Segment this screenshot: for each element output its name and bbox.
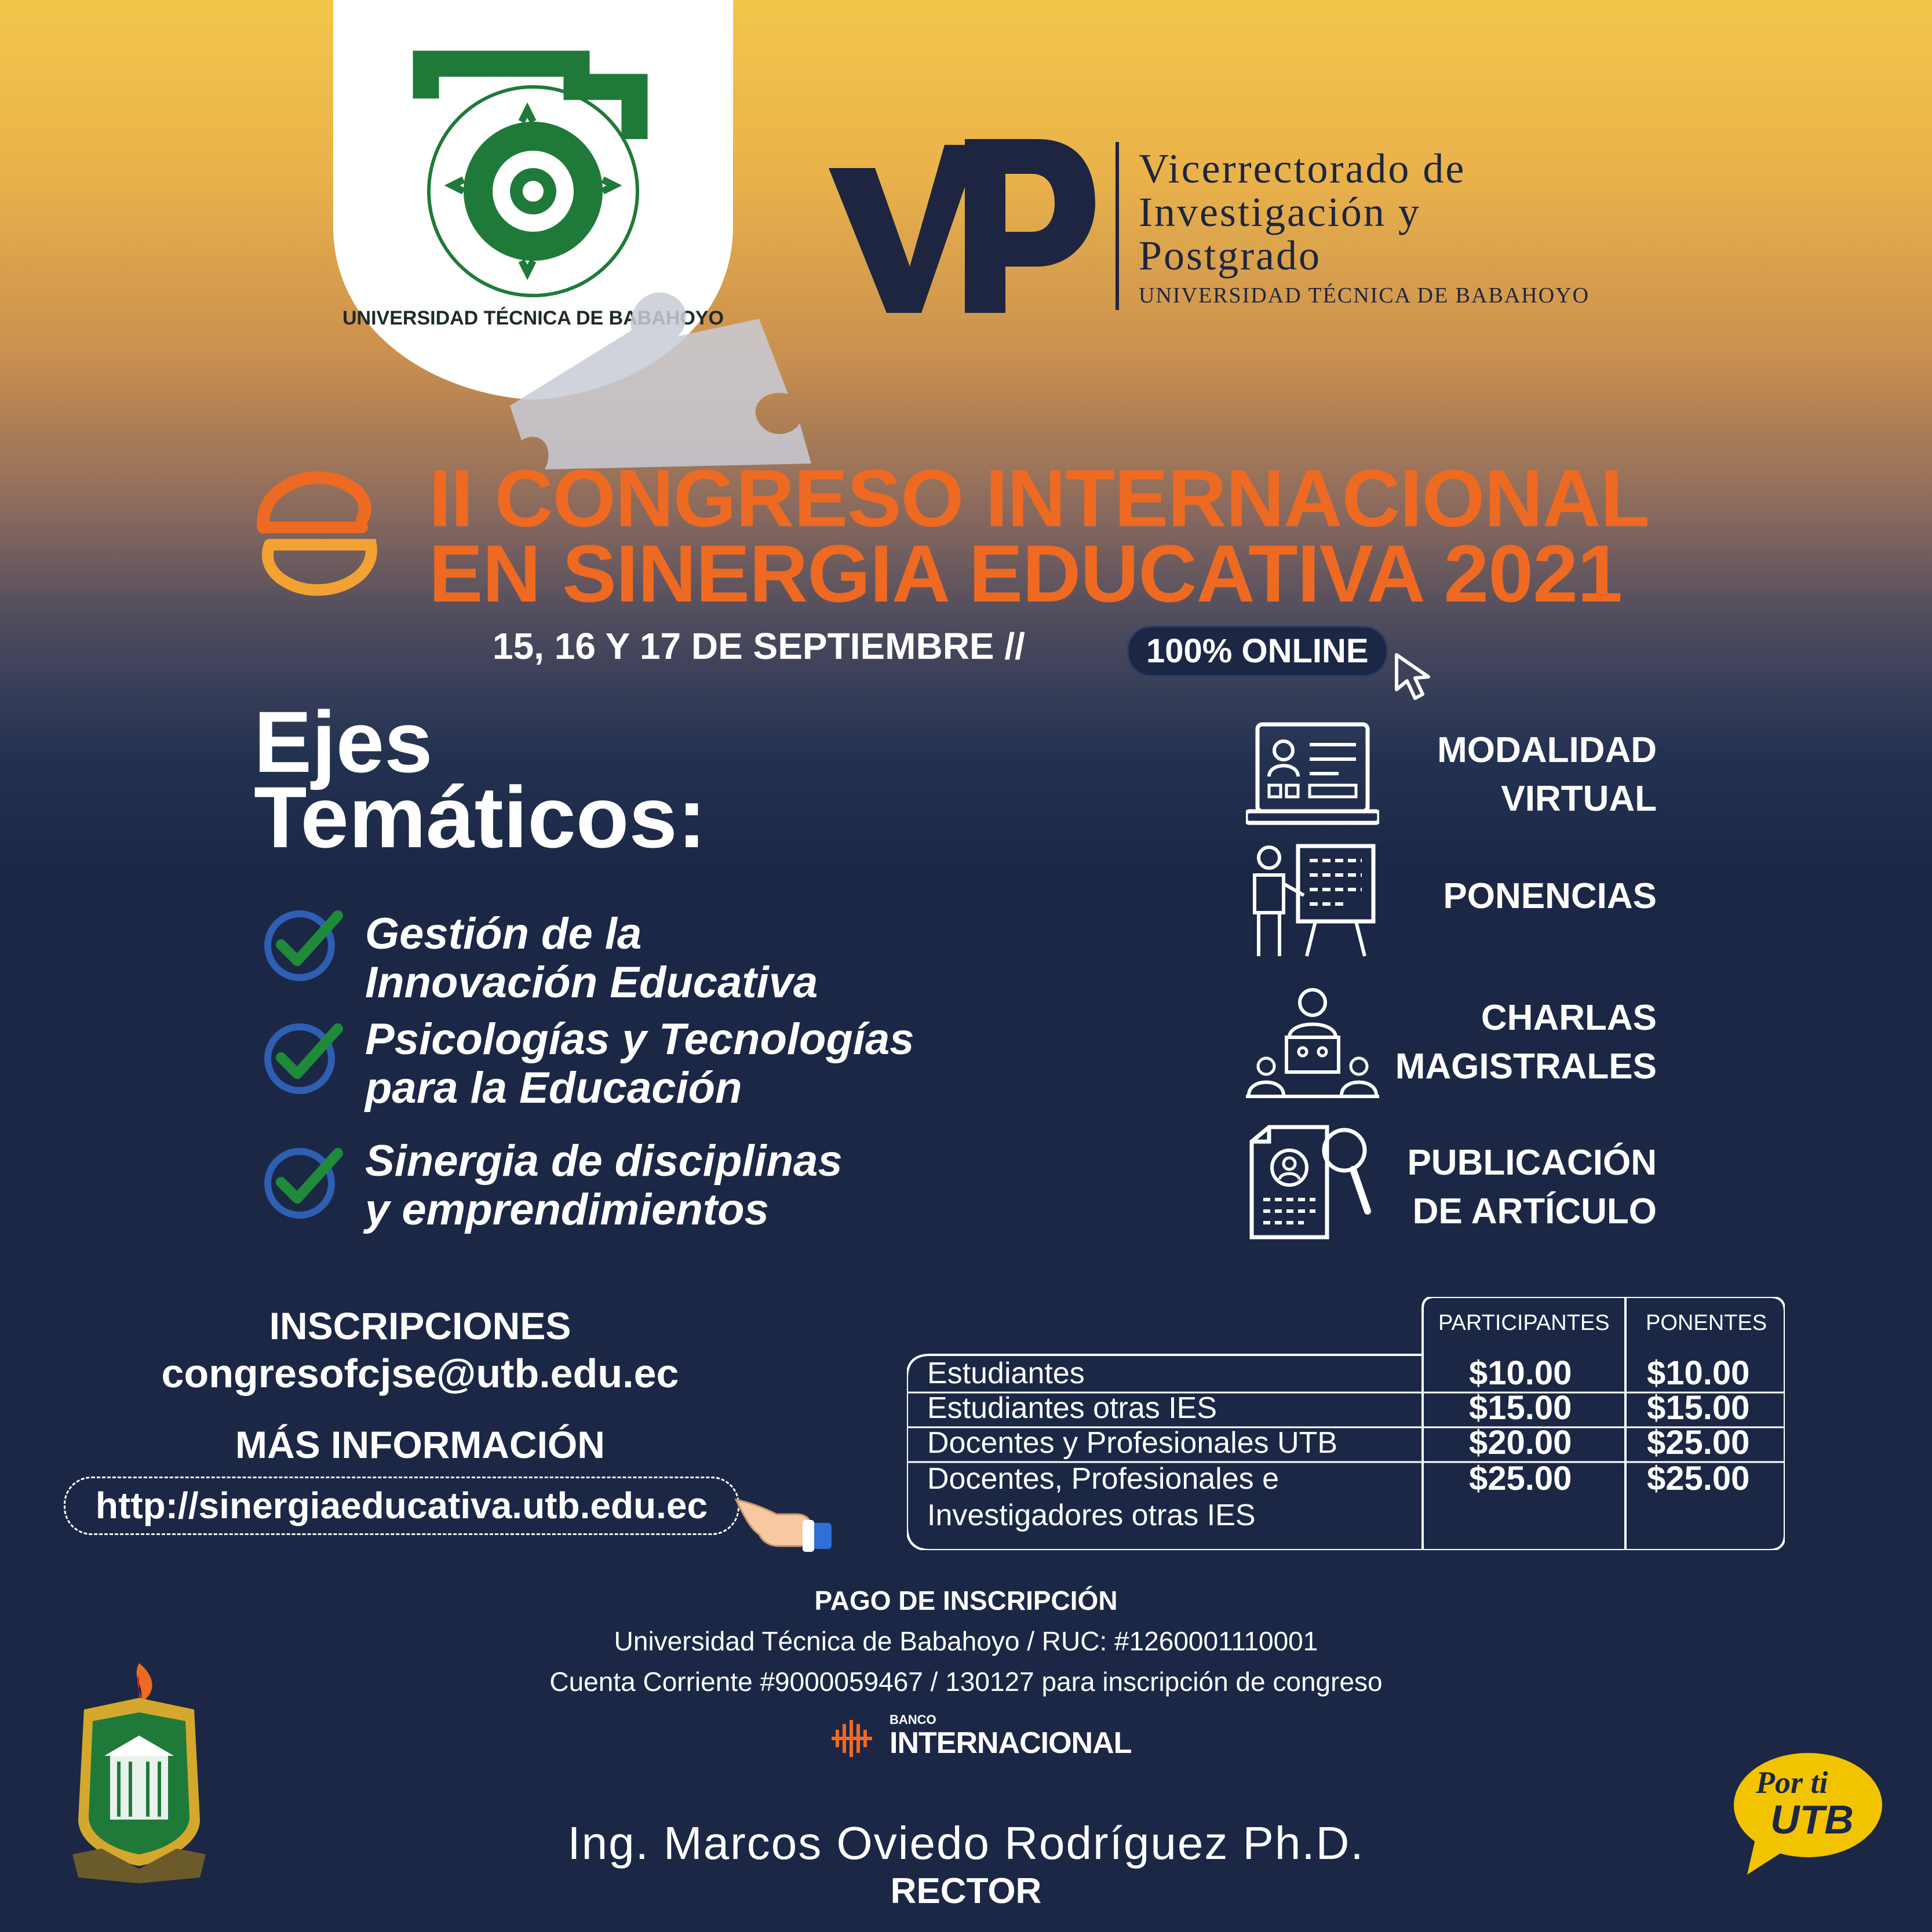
table-row-3-ponentes: $25.00 bbox=[1647, 1424, 1750, 1461]
modality-charlas bbox=[1395, 994, 1657, 1091]
check-icon bbox=[264, 1142, 345, 1223]
rector-title: RECTOR bbox=[890, 1871, 1042, 1911]
eje-item-1 bbox=[365, 910, 818, 1007]
table-row-2-participantes: $15.00 bbox=[1469, 1389, 1572, 1427]
bank-small-label: BANCO bbox=[890, 1712, 936, 1727]
pago-line-1: Universidad Técnica de Babahoyo / RUC: #1260001110001 bbox=[614, 1626, 1318, 1656]
bank-name: INTERNACIONAL bbox=[890, 1726, 1132, 1760]
table-row-1-ponentes: $10.00 bbox=[1647, 1354, 1750, 1392]
vip-divider bbox=[1116, 142, 1119, 310]
check-icon bbox=[264, 1017, 345, 1098]
laptop-icon bbox=[1246, 719, 1379, 834]
eje-item-1-line1: Gestión de la bbox=[365, 909, 642, 958]
cursor-icon bbox=[1391, 649, 1443, 701]
ejes-heading-2: Temáticos: bbox=[254, 768, 706, 866]
eje-item-2-line2: para la Educación bbox=[365, 1063, 742, 1113]
modality-virtual bbox=[1437, 726, 1657, 823]
eje-item-3 bbox=[365, 1137, 843, 1234]
table-row-4-ponentes: $25.00 bbox=[1647, 1460, 1750, 1497]
vip-line-1: Vicerrectorado de bbox=[1139, 145, 1466, 192]
modality-publicacion bbox=[1407, 1139, 1657, 1236]
sinergia-logo-icon bbox=[246, 464, 385, 597]
puzzle-piece-icon bbox=[487, 278, 811, 469]
table-header-ponentes: PONENTES bbox=[1646, 1311, 1767, 1335]
ejes-heading-1: Ejes bbox=[254, 693, 433, 790]
modality-virtual-line1: MODALIDAD bbox=[1437, 730, 1657, 770]
modality-ponencias bbox=[1443, 872, 1657, 921]
pago-line-2: Cuenta Corriente #9000059467 / 130127 para inscripción de congreso bbox=[549, 1667, 1383, 1697]
pago-label: PAGO DE INSCRIPCIÓN bbox=[814, 1585, 1118, 1616]
eje-item-1-line2: Innovación Educativa bbox=[365, 958, 818, 1007]
mas-informacion-label: MÁS INFORMACIÓN bbox=[235, 1423, 605, 1466]
event-dates: 15, 16 Y 17 DE SEPTIEMBRE // bbox=[493, 625, 1025, 667]
check-icon bbox=[264, 904, 345, 985]
por-ti-text: Por ti bbox=[1756, 1765, 1828, 1800]
table-row-4-label: Docentes, Profesionales e bbox=[927, 1462, 1280, 1496]
table-header-participantes: PARTICIPANTES bbox=[1438, 1311, 1610, 1335]
table-row-3-label: Docentes y Profesionales UTB bbox=[927, 1426, 1338, 1460]
rector-name: Ing. Marcos Oviedo Rodríguez Ph.D. bbox=[567, 1817, 1365, 1869]
lecture-icon bbox=[1246, 985, 1379, 1101]
vip-logo bbox=[829, 133, 1095, 319]
bank-logo-icon bbox=[826, 1715, 878, 1762]
modality-charlas-line2: MAGISTRALES bbox=[1395, 1047, 1657, 1087]
eje-item-2-line1: Psicologías y Tecnologías bbox=[365, 1015, 914, 1064]
vip-subtitle: UNIVERSIDAD TÉCNICA DE BABAHOYO bbox=[1139, 283, 1590, 308]
inscripciones-label: INSCRIPCIONES bbox=[269, 1304, 571, 1347]
presenter-icon bbox=[1246, 843, 1379, 959]
eje-item-2 bbox=[365, 1015, 914, 1113]
table-row-4-participantes: $25.00 bbox=[1469, 1460, 1572, 1497]
modality-publicacion-line1: PUBLICACIÓN bbox=[1407, 1143, 1657, 1183]
inscripciones-email[interactable]: congresofcjse@utb.edu.ec bbox=[161, 1351, 679, 1396]
modality-ponencias-line1: PONENCIAS bbox=[1443, 876, 1657, 916]
shield-text: UNIVERSIDAD TÉCNICA DE BABAHOYO bbox=[342, 307, 724, 329]
eje-item-3-line1: Sinergia de disciplinas bbox=[365, 1136, 843, 1186]
article-search-icon bbox=[1246, 1124, 1379, 1240]
utb-text: UTB bbox=[1770, 1797, 1854, 1842]
website-link[interactable]: http://sinergiaeducativa.utb.edu.ec bbox=[64, 1477, 739, 1535]
table-row-1-label: Estudiantes bbox=[927, 1357, 1085, 1390]
title-line-2: EN SINERGIA EDUCATIVA 2021 bbox=[429, 528, 1622, 619]
modality-charlas-line1: CHARLAS bbox=[1481, 998, 1657, 1038]
modality-virtual-line2: VIRTUAL bbox=[1501, 779, 1657, 819]
vip-line-3: Postgrado bbox=[1139, 232, 1321, 279]
vip-line-2: Investigación y bbox=[1139, 189, 1421, 235]
modality-publicacion-line2: DE ARTÍCULO bbox=[1412, 1191, 1657, 1231]
pointing-hand-icon bbox=[733, 1488, 837, 1558]
table-row-1-participantes: $10.00 bbox=[1469, 1354, 1572, 1392]
online-badge: 100% ONLINE bbox=[1127, 626, 1388, 677]
table-row-3-participantes: $20.00 bbox=[1469, 1424, 1572, 1461]
eje-item-3-line2: y emprendimientos bbox=[365, 1185, 769, 1234]
table-row-2-label: Estudiantes otras IES bbox=[927, 1391, 1217, 1425]
table-row-4-label-2: Investigadores otras IES bbox=[927, 1499, 1256, 1532]
title-line-1: II CONGRESO INTERNACIONAL bbox=[429, 453, 1650, 544]
table-row-2-ponentes: $15.00 bbox=[1647, 1389, 1750, 1427]
